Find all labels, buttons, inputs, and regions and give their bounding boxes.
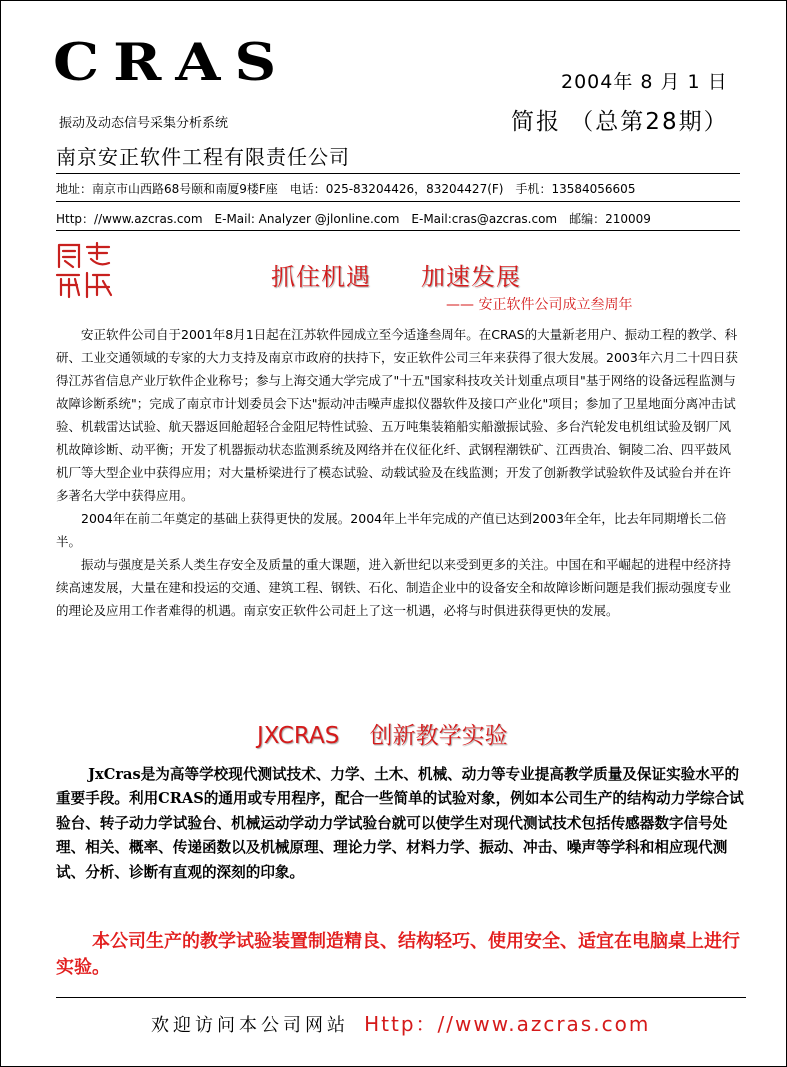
section-body (56, 763, 744, 885)
footer-divider (56, 997, 746, 998)
header-divider (56, 173, 740, 174)
article-paragraph: 安正软件公司自于2001年8月1日起在江苏软件园成立至今适逢叁周年。在CRAS的大量新老用户、振动工程的教学、科研、工业交通领域的专家的大力支持及南京市政府的扶持下，安正软件公司三年来获得了很大发展。2003年六月二十四日获得江苏省信息产业厅软件企业称号；参与上海交通大学完成了"十五"国家科技攻关计划重点项目"基于网络的设备远程监测与故障诊断系统"；完成了南京市计划委员会下达"振动冲击噪声虚拟仪器软件及接口产业化"项目；参加了卫星地面分离冲击试验、机载雷达试验、航天器返回舱超轻合金阻尼特性试验、五万吨集装箱船实船激振试验、多台汽轮发电机组试验及钢厂风机故障诊断、动平衡；开发了机器振动状态监测系统及网络并在仪征化纤、武钢程潮铁矿、江西贵冶、铜陵二冶、四平鼓风机厂等大型企业中获得应用；对大量桥梁进行了模态试验、动载试验及在线监测；开发了创新教学试验软件及试验台并在许多著名大学中获得应用。 (56, 327, 738, 503)
company-name: 南京安正软件工程有限责任公司 (56, 145, 350, 169)
cras-logo: CRAS (53, 32, 291, 93)
contact-divider-bottom (56, 230, 740, 231)
article-paragraph: 2004年在前二年奠定的基础上获得更快的发展。2004年上半年完成的产值已达到2003年全年，比去年同期增长二倍半。 (56, 511, 727, 549)
highlight-body (56, 929, 744, 981)
product-subtitle: 振动及动态信号采集分析系统 (59, 116, 229, 131)
article-paragraph: 振动与强度是关系人类生存安全及质量的重大课题，进入新世纪以来受到更多的关注。中国在和平崛起的进程中经济持续高速发展，大量在建和投运的交通、建筑工程、钢铁、石化、制造企业中的设备安全和故障诊断问题是我们振动强度专业的理论及应用工作者难得的机遇。南京安正软件公司赶上了这一机遇，必将与时俱进获得更快的发展。 (56, 557, 732, 618)
highlight-paragraph: 本公司生产的教学试验装置制造精良、结构轻巧、使用安全、适宜在电脑桌上进行实验。 (56, 931, 740, 978)
issue-number: 简报 （总第28期） (511, 109, 729, 135)
footer-label: 欢迎访问本公司网站 (151, 1015, 349, 1036)
section-paragraph: JxCras是为高等学校现代测试技术、力学、土木、机械、动力等专业提高教学质量及保证实验水平的重要手段。利用CRAS的通用或专用程序，配合一些简单的试验对象，例如本公司生产的结构动力学综合试验台、转子动力学试验台、机械运动学动力学试验台就可以使学生对现代测试技术包括传感器数字信号处理、相关、概率、传递函数以及机械原理、理论力学、材料力学、振动、冲击、噪声等学科和相应现代测试、分析、诊断有直观的深刻的印象。 (56, 766, 744, 881)
article-title: 抓住机遇 加速发展 (271, 263, 521, 291)
contact-divider (56, 201, 740, 202)
website-link[interactable]: Http：//www.azcras.com (364, 1012, 651, 1036)
article-body (56, 323, 742, 622)
section-title-jxcras: JXCRAS 创新教学实验 (257, 723, 508, 749)
red-seal-stamp-icon (53, 241, 115, 299)
contact-web-line: Http：//www.azcras.com E-Mail: Analyzer @jlonline.com E-Mail:cras@azcras.com 邮编：210009 (56, 212, 651, 226)
article-subtitle: —— 安正软件公司成立叁周年 (446, 297, 633, 313)
contact-address-line: 地址：南京市山西路68号颐和南厦9楼F座 电话：025-83204426，83204427(F) 手机：13584056605 (56, 182, 636, 196)
issue-date: 2004年 8 月 1 日 (561, 71, 728, 93)
footer (151, 1008, 650, 1037)
